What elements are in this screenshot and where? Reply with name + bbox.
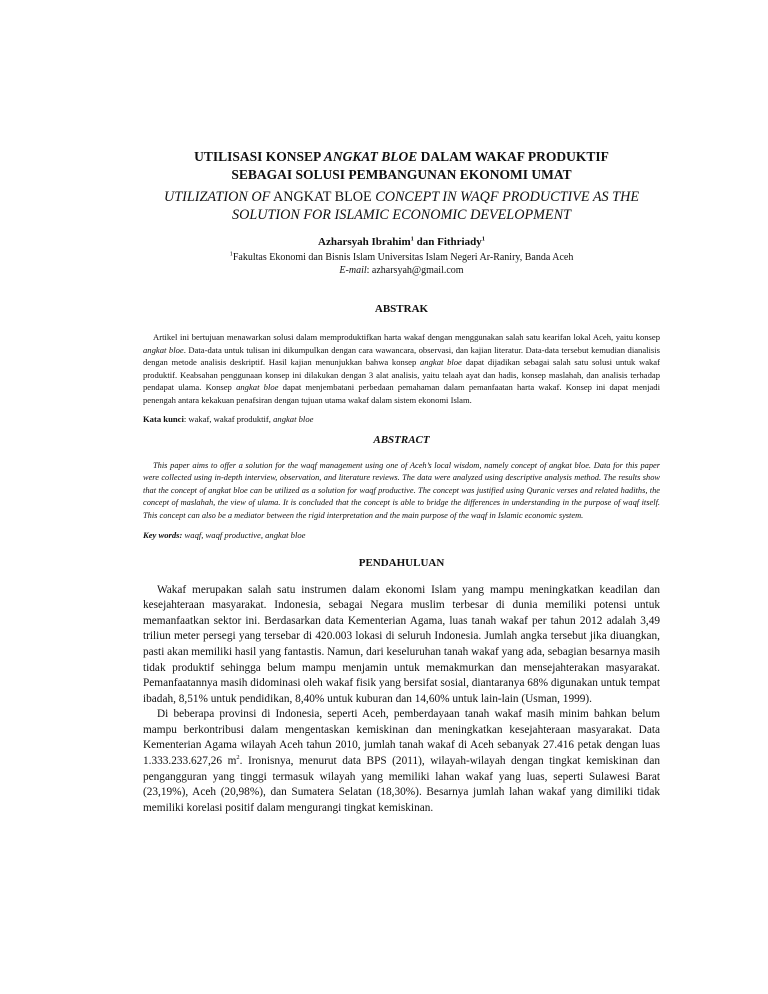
kata-kunci: Kata kunci: wakaf, wakaf produktif, angkat bloe <box>143 413 314 424</box>
key-words: Key words: waqf, waqf productive, angkat bloe <box>143 529 306 540</box>
paper-title: UTILISASI KONSEP ANGKAT BLOE DALAM WAKAF PRODUKTIF SEBAGAI SOLUSI PEMBANGUNAN EKONOMI UMAT <box>194 149 609 182</box>
affiliation: $^1$Fakultas Ekonomi dan Bisnis Islam Universitas Islam Negeri Ar-Raniry, Banda Aceh <box>229 250 574 263</box>
abstrak-heading: ABSTRAK <box>374 303 429 315</box>
abstract-text: This paper aims to offer a solution for the waqf management using one of Aceh’s local wisdom, namely concept of angkat bloe. Data for this paper were collected using in-depth interview, observation, and literature reviews. The data were analyzed using descriptive analysis method. The results show that the concept of angkat bloe can be utilized as a solution for waqf productive. The concept was justified using Quranic verses and related hadiths, the concept of maslahah, the view of ulama. It is concluded that the concept is able to bridge the differences in understanding in the purpose of waqf itself. This concept can also be a mediator between the rigid interpretation and the main purpose of the waqf in Islamic economic system. <box>143 460 660 520</box>
paper-title-english: UTILIZATION OF ANGKAT BLOE CONCEPT IN WAQF PRODUCTIVE AS THE SOLUTION FOR ISLAMIC ECONOMIC DEVELOPMENT <box>164 189 639 223</box>
email: E-mail: azharsyah@gmail.com <box>339 265 464 276</box>
pendahuluan-heading: PENDAHULUAN <box>358 556 445 569</box>
pendahuluan-paragraph-1: Wakaf merupakan salah satu instrumen dalam ekonomi Islam yang mampu meningkatkan keadilan dan kesejahteraan masyarakat. Indonesia, sebagai Negara muslim terbesar di dunia memiliki potensi untuk memanfaatkan sektor ini. Berdasarkan data Kementerian Agama, luas tanah wakaf per tahun 2012 adalah 3,49 triliun meter persegi yang tersebar di 420.003 lokasi di seluruh Indonesia. Jumlah angka tersebut jika diuangkan, pasti akan memiliki hasil yang fantastis. Namun, dari keseluruhan tanah wakaf yang ada, sebagian besarnya masih tidak produktif sehingga belum mampu menjamin untuk memakmurkan dan mensejahterakan masyarakat. Pemanfaatannya masih didominasi oleh wakaf fisik yang bersifat sosial, diantaranya 68% digunakan untuk tempat ibadah, 8,51% untuk pendidikan, 8,40% untuk kuburan dan 14,60% untuk lain-lain (Usman, 1999). <box>143 583 661 705</box>
abstract-heading: ABSTRACT <box>373 433 430 446</box>
abstrak-text: Artikel ini bertujuan menawarkan solusi dalam memproduktifkan harta wakaf dengan menggunakan salah satu kearifan lokal Aceh, yaitu konsep angkat bloe. Data-data untuk tulisan ini dikumpulkan dengan cara wawancara, observasi, dan kajian literatur. Data-data tersebut kemudian dianalisis dengan metode analisis deskriptif. Hasil kajian menunjukkan bahwa konsep angkat bloe dapat dijadikan sebagai salah satu solusi untuk wakaf produktif. Keabsahan penggunaan konsep ini dilakukan dengan 3 alat analisis, yaitu telaah ayat dan hadis, konsep maslahah, dan analisis terhadap pendapat ulama. Konsep angkat bloe dapat menjembatani perbedaan pemahaman dalam pemanfaatan harta wakaf. Konsep ini dapat menjadi penengah antara kekakuan penafsiran dengan tujuan utama wakaf dalam sistem ekonomi Islam. <box>143 332 660 405</box>
authors: Azharsyah Ibrahim$^1$ dan Fithriady$^1$ <box>318 235 485 248</box>
paper-page <box>143 148 660 816</box>
pendahuluan-paragraph-2: Di beberapa provinsi di Indonesia, seperti Aceh, pemberdayaan tanah wakaf masih minim bahkan belum mampu berkontribusi dalam mengentaskan kemiskinan dan meningkatkan kesejahteraan masyarakat. Data Kementerian Agama wilayah Aceh tahun 2010, jumlah tanah wakaf di Aceh sebanyak 27.416 petak dengan luas 1.333.233.627,26 $m^2$. Ironisnya, menurut data BPS (2011), wilayah-wilayah dengan tingkat kemiskinan dan pengangguran yang tinggi termasuk wilayah yang memiliki lahan wakaf yang luas, seperti Sulawesi Barat (23,19%), Aceh (20,98%), dan Sumatera Selatan (18,30%). Besarnya jumlah lahan wakaf yang dimiliki tidak memiliki korelasi positif dalam mengurangi tingkat kemiskinan. <box>143 708 660 814</box>
